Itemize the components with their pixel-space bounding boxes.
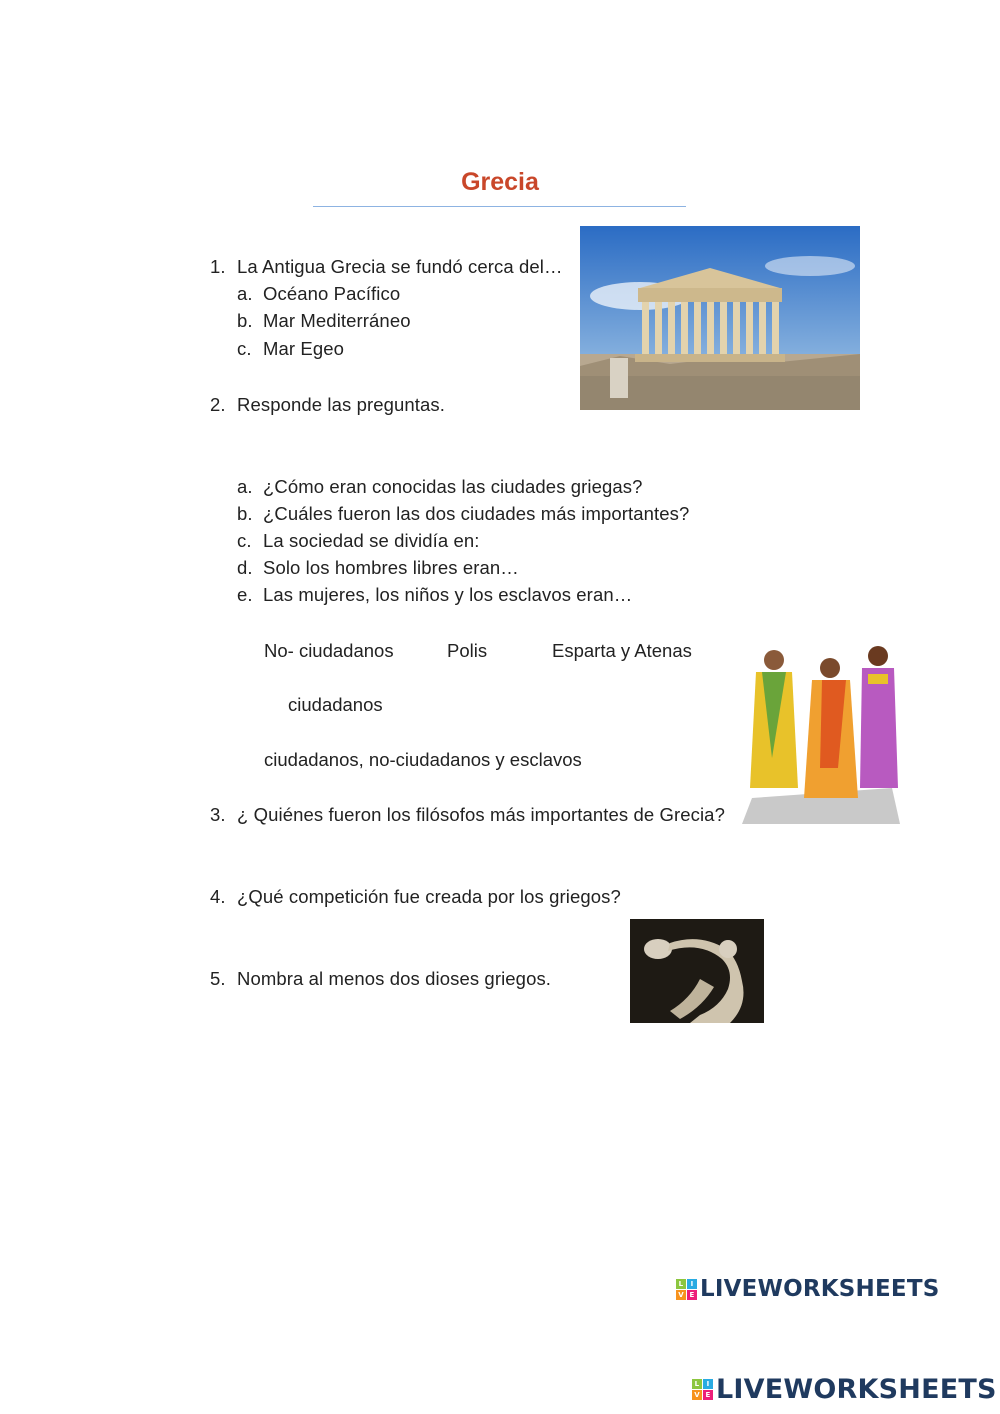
q2-item-e [237, 584, 632, 606]
item-text: Las mujeres, los niños y los esclavos eran… [263, 584, 633, 605]
discobolus-image [630, 919, 764, 1023]
q2-item-a [237, 476, 643, 498]
greek-citizens-image [742, 638, 902, 824]
question-number: 5. [210, 968, 226, 989]
title-underline [313, 206, 686, 207]
item-letter: b. [237, 503, 253, 524]
question-3 [210, 804, 725, 826]
option-text: Mar Mediterráneo [263, 310, 411, 331]
brand-name: LIVEWORKSHEETS [716, 1374, 997, 1405]
question-2 [210, 394, 445, 416]
brand-watermark-inner [676, 1276, 939, 1302]
item-text: ¿Cómo eran conocidas las ciudades griegas? [263, 476, 643, 497]
question-1 [210, 256, 563, 278]
answer-chip[interactable]: Polis [447, 640, 488, 661]
brand-logo-icon: L I V E [692, 1379, 713, 1400]
item-text: Solo los hombres libres eran… [263, 557, 519, 578]
item-letter: d. [237, 557, 253, 578]
question-text: La Antigua Grecia se fundó cerca del… [237, 256, 563, 277]
option-text: Océano Pacífico [263, 283, 401, 304]
q1-option-c [237, 338, 344, 360]
question-text: Nombra al menos dos dioses griegos. [237, 968, 552, 989]
option-letter: c. [237, 338, 252, 359]
item-text: La sociedad se dividía en: [263, 530, 480, 551]
question-number: 2. [210, 394, 226, 415]
question-text: ¿ Quiénes fueron los filósofos más importantes de Grecia? [237, 804, 725, 825]
q1-option-a [237, 283, 400, 305]
question-number: 3. [210, 804, 226, 825]
item-letter: e. [237, 584, 253, 605]
item-text: ¿Cuáles fueron las dos ciudades más importantes? [263, 503, 690, 524]
item-letter: c. [237, 530, 252, 551]
answer-chip[interactable]: No- ciudadanos [264, 640, 394, 661]
answer-chip[interactable]: Esparta y Atenas [552, 640, 692, 661]
brand-watermark-footer [692, 1374, 997, 1405]
q2-item-d [237, 557, 519, 579]
answer-chip[interactable]: ciudadanos, no-ciudadanos y esclavos [264, 749, 582, 770]
option-letter: b. [237, 310, 253, 331]
option-letter: a. [237, 283, 253, 304]
question-number: 4. [210, 886, 226, 907]
question-text: ¿Qué competición fue creada por los griegos? [237, 886, 621, 907]
question-4 [210, 886, 621, 908]
option-text: Mar Egeo [263, 338, 345, 359]
page-title: Grecia [461, 168, 539, 196]
q2-item-b [237, 503, 689, 525]
brand-logo-icon: L I V E [676, 1279, 697, 1300]
answer-chip[interactable]: ciudadanos [288, 694, 383, 715]
q2-item-c [237, 530, 480, 552]
question-text: Responde las preguntas. [237, 394, 445, 415]
brand-name: LIVEWORKSHEETS [700, 1276, 940, 1302]
item-letter: a. [237, 476, 253, 497]
question-number: 1. [210, 256, 226, 277]
q1-option-b [237, 310, 411, 332]
parthenon-image [580, 226, 860, 410]
question-5 [210, 968, 551, 990]
